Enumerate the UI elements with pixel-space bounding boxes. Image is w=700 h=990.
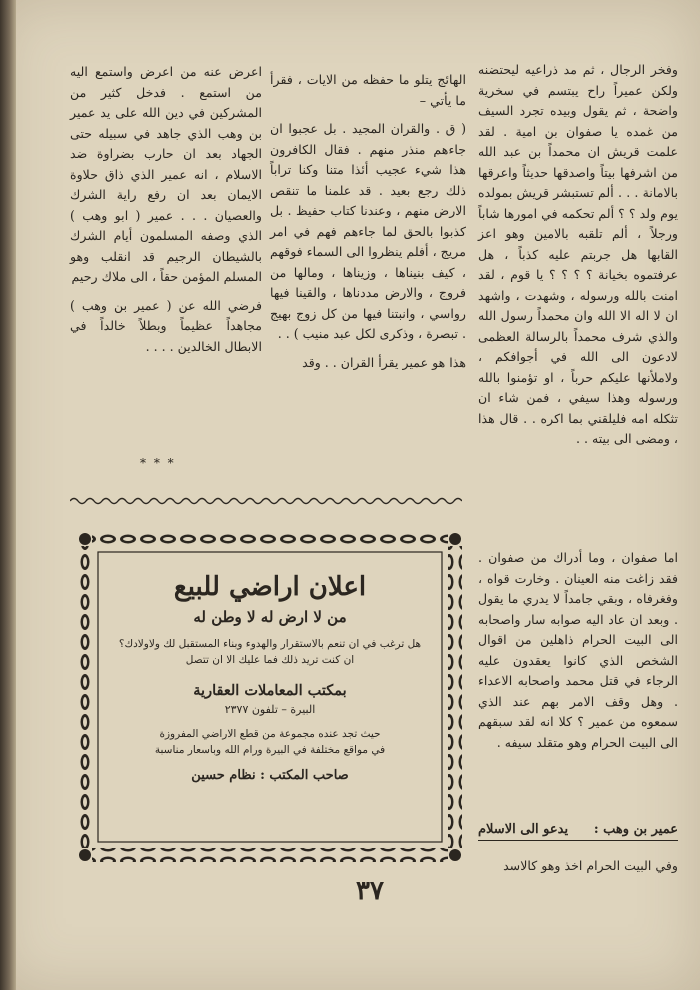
quran-quote: ( ق . والقران المجيد . بل عجبوا ان جاءهم منذر منهم . فقال الكافرون هذا شيء عجيب أئذا متنا وكنا تراباً ذلك رجع بعيد . قد علمنا ما تنقص الارض منهم ، وعندنا كتاب حفيظ . بل كذبوا بالحق لما جاءهم فهم في امر مريج ، أفلم ينظروا الى السماء فوقهم ، كيف بنيناها ، وزيناها ، ومالها من فروج ، والارض مددناها ، والقينا فيها رواسي ، وانبتنا فيها من كل زوج بهيج . تبصرة ، وذكرى لكل عبد منيب ) . . bbox=[270, 121, 466, 341]
left-column-paragraph-1: اعرض عنه من اعرض واستمع اليه من استمع . فدخل كثير من المشركين في دين الله على يد عمير بن وهب الذي جاهد في سبيله حتى الجهاد بعد ان حارب بضراوة ضد الاسلام ، انه عمير الذي ذاق حلاوة الايمان بعد ان رفع راية الشرك والعصيان . . . عمير ( ابو وهب ) الذي وصفه المسلمون أيام الشرك بالشيطان الرجيم قد انقلب وهو المسلم المؤمن حقاً ، الى ملاك رحيم bbox=[70, 64, 262, 284]
ad-question-line-2: ان كنت تريد ذلك فما عليك الا ان تتصل bbox=[185, 654, 355, 666]
right-column-lower bbox=[478, 548, 678, 761]
section-end-stars: * * * bbox=[140, 456, 176, 470]
ad-description-line-2: في مواقع مختلفة في البيرة ورام الله وباسعار مناسبة bbox=[154, 744, 386, 756]
ad-contact: البيرة – تلفون ٢٣٧٧ bbox=[224, 703, 316, 716]
page-binding-edge bbox=[0, 0, 16, 990]
ad-question-line-1: هل ترغب في ان تنعم بالاستقرار والهدوء وبناء المستقبل لك ولاولادك؟ bbox=[118, 638, 422, 650]
section-first-line: وفي البيت الحرام اخذ وهو كالاسد bbox=[503, 858, 678, 873]
ad-description bbox=[106, 726, 434, 758]
section-heading-right: عمير بن وهب : bbox=[593, 822, 678, 837]
wavy-divider bbox=[70, 494, 462, 508]
ad-content bbox=[106, 562, 434, 832]
ad-question bbox=[106, 636, 434, 668]
ad-owner: صاحب المكتب : نظام حسين bbox=[191, 768, 349, 783]
right-column-paragraph: وفخر الرجال ، ثم مد ذراعيه ليحتضنه ولكن عميراً راح يبتسم في سخرية واضحة ، ثم يقول وبيده تجرد السيف من غمده يا صفوان بن امية . لقد علمت قريش ان محمداً بن عبد الله من اشرفها بيتاً واصدقها حديثاً واعرقها بالامانة . . . ألم تستبشر قريش بمولده يوم ولد ؟ ؟ ألم تحكمه في امورها شاباً ورجلاً ، ألم تلقبه بالامين وهو اعز القابها هل جربتم عليه كذباً ، هل عرفتموه بخيانة ؟ ؟ ؟ ؟ يا قوم ، لقد امنت بالله ورسوله ، وشهدت ، واشهد ان لا اله الا الله وان محمداً رسول الله والذي شرف محمداً بالرسالة العظمى لادعون الى الله في أجوافكم ، ولاملأنها عليكم حرباً ، او تؤمنوا بالله ورسوله وهذا سيفي ، فمن شاء ان تثكله امه فليلقني بما اكره . . قال هذا ، ومضى الى بيته . . bbox=[478, 62, 678, 446]
section-heading bbox=[478, 822, 678, 841]
middle-column-paragraph-1: الهائج يتلو ما حفظه من الايات ، فقرأ ما يأتي – bbox=[270, 72, 466, 108]
middle-column-paragraph-3: هذا هو عمير يقرأ القران . . وقد bbox=[302, 354, 466, 370]
section-heading-left: يدعو الى الاسلام bbox=[478, 822, 569, 837]
ad-description-line-1: حيث تجد عنده مجموعة من قطع الاراضي المفروزة bbox=[159, 728, 381, 740]
left-column-paragraph-2: فرضي الله عن ( عمير بن وهب ) مجاهداً عظيماً وبطلاً خالداً في الابطال الخالدين . . . . bbox=[70, 297, 262, 354]
middle-column bbox=[270, 70, 466, 381]
right-column-lower-paragraph: اما صفوان ، وما أدراك من صفوان . فقد زاغت منه العينان . وخارت قواه ، وفغرفاه ، وبقي جامداً لا يدري ما يقول . وبعد ان عاد اليه صوابه سار واصحابه الى البيت الحرام ذاهلين من اقوال الشخص الذي كانوا يعقدون عليه الرجاء في قتل محمد واصحابه الاعداء . وهل وقف الامر بهم عند الذي سمعوه من عمير ؟ كلا انه لقد سبقهم الى البيت الحرام وهو متقلد سيفه . bbox=[478, 550, 678, 750]
ad-office-name: بمكتب المعاملات العقارية bbox=[193, 682, 347, 699]
page-number: ٣٧ bbox=[356, 876, 384, 906]
right-column bbox=[478, 60, 678, 458]
left-column bbox=[70, 62, 262, 365]
land-sale-advertisement bbox=[78, 532, 462, 862]
ad-title: اعلان اراضي للبيع bbox=[173, 572, 367, 602]
ad-subtitle: من لا ارض له لا وطن له bbox=[193, 608, 347, 626]
